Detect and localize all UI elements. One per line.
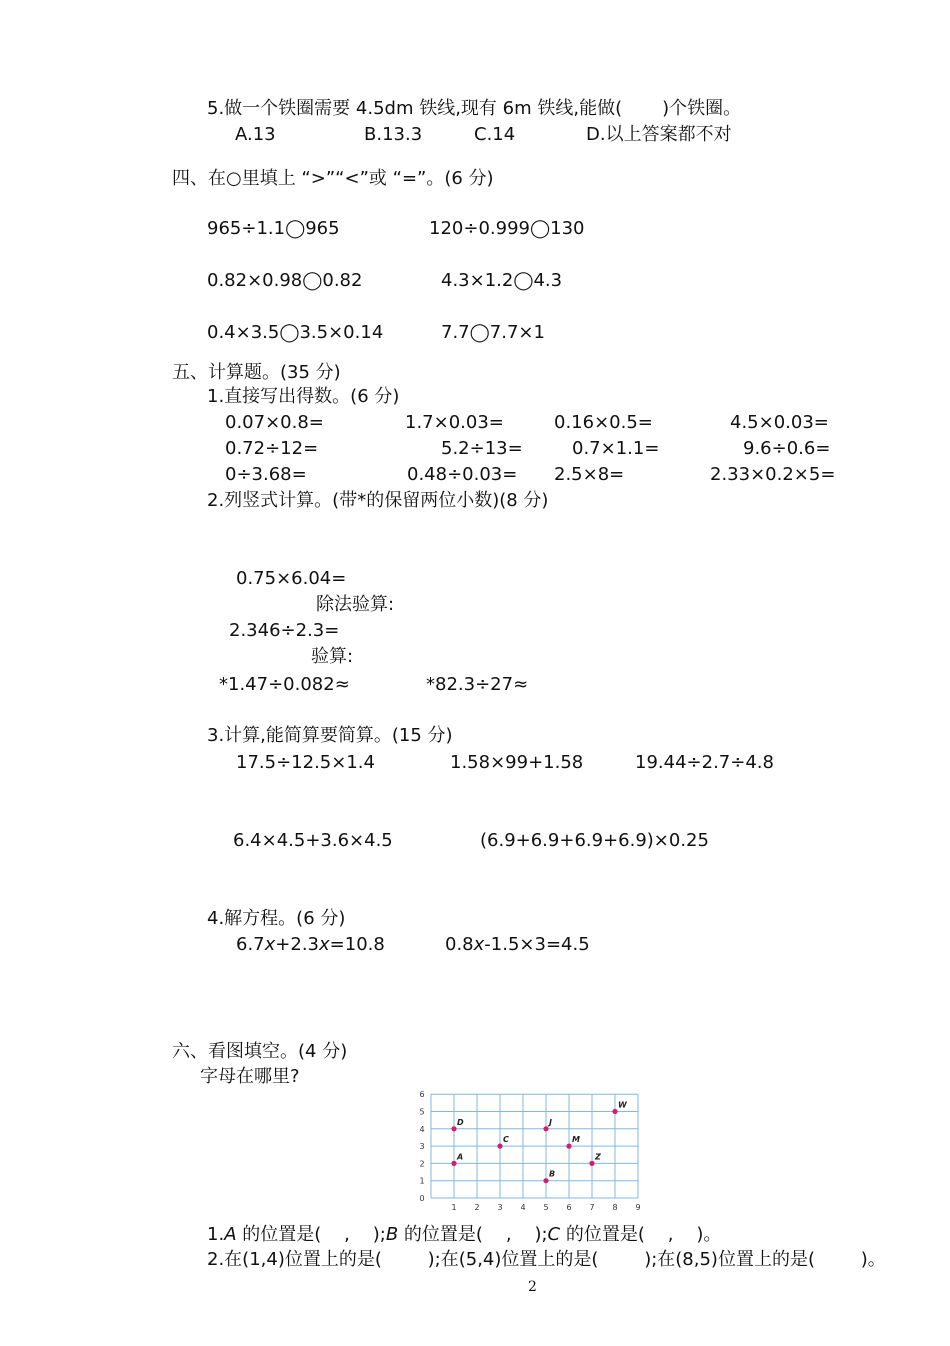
grid-point-b <box>543 1178 548 1183</box>
section-6-subtitle: 字母在哪里? <box>200 1066 300 1087</box>
part-2-title: 2.列竖式计算。(带*的保留两位小数)(8 分) <box>207 490 549 511</box>
simplify-item: 6.4×4.5+3.6×4.5 <box>233 830 393 851</box>
x-tick-label: 7 <box>589 1203 595 1212</box>
q5-option-d: D.以上答案都不对 <box>586 124 732 145</box>
direct-calc-item: 0.07×0.8= <box>225 412 324 433</box>
y-tick-label: 2 <box>419 1159 425 1169</box>
simplify-item: 17.5÷12.5×1.4 <box>236 752 375 773</box>
vertical-calc-item: 0.75×6.04= <box>236 568 347 589</box>
x-tick-label: 3 <box>497 1203 503 1212</box>
compare-item: 965÷1.1◯965 <box>207 218 340 239</box>
grid-point-j <box>543 1126 548 1131</box>
section-5-title: 五、计算题。(35 分) <box>172 362 341 383</box>
vertical-calc-item: *82.3÷27≈ <box>426 674 529 695</box>
part-3-title: 3.计算,能简算要简算。(15 分) <box>207 725 453 746</box>
q5-option-a: A.13 <box>235 124 276 145</box>
grid-point-label: D <box>457 1117 464 1127</box>
direct-calc-item: 0.72÷12= <box>225 438 319 459</box>
compare-item: 4.3×1.2◯4.3 <box>441 270 563 291</box>
grid-point-c <box>497 1144 502 1149</box>
simplify-item: 19.44÷2.7÷4.8 <box>635 752 774 773</box>
grid-point-w <box>612 1109 617 1114</box>
coordinate-grid <box>414 1088 644 1212</box>
grid-point-label: A <box>457 1152 464 1162</box>
grid-point-label: J <box>549 1117 552 1127</box>
s6-question-1: 1.A 的位置是( , );B 的位置是( , );C 的位置是( , )。 <box>207 1224 722 1245</box>
x-tick-label: 4 <box>520 1203 526 1212</box>
direct-calc-item: 0.7×1.1= <box>572 438 660 459</box>
grid-lines <box>431 1094 638 1198</box>
grid-point-m <box>566 1144 571 1149</box>
direct-calc-item: 4.5×0.03= <box>730 412 829 433</box>
section-6-title: 六、看图填空。(4 分) <box>172 1041 348 1062</box>
x-tick-label: 2 <box>474 1203 480 1212</box>
direct-calc-item: 1.7×0.03= <box>405 412 504 433</box>
check-label: 验算: <box>311 646 354 667</box>
part-4-title: 4.解方程。(6 分) <box>207 908 346 929</box>
direct-calc-item: 9.6÷0.6= <box>743 438 831 459</box>
direct-calc-item: 5.2÷13= <box>441 438 523 459</box>
equation-2: 0.8x-1.5×3=4.5 <box>445 934 590 955</box>
grid-point-a <box>451 1161 456 1166</box>
part-1-title: 1.直接写出得数。(6 分) <box>207 386 400 407</box>
y-tick-label: 6 <box>419 1090 425 1100</box>
check-label: 除法验算: <box>316 594 395 615</box>
y-tick-label: 3 <box>419 1142 425 1152</box>
compare-item: 7.7◯7.7×1 <box>441 322 545 343</box>
x-tick-label: 8 <box>612 1203 618 1212</box>
q5-option-b: B.13.3 <box>364 124 423 145</box>
compare-item: 0.82×0.98◯0.82 <box>207 270 363 291</box>
compare-item: 120÷0.999◯130 <box>429 218 585 239</box>
equation-1: 6.7x+2.3x=10.8 <box>236 934 385 955</box>
direct-calc-item: 2.33×0.2×5= <box>710 464 836 485</box>
grid-point-label: B <box>549 1169 556 1179</box>
x-tick-label: 9 <box>635 1203 641 1212</box>
grid-point-label: W <box>618 1100 627 1110</box>
direct-calc-item: 0÷3.68= <box>225 464 307 485</box>
y-tick-label: 5 <box>419 1107 425 1117</box>
grid-points <box>451 1101 628 1184</box>
direct-calc-item: 0.48÷0.03= <box>407 464 518 485</box>
vertical-calc-item: *1.47÷0.082≈ <box>219 674 350 695</box>
direct-calc-item: 2.5×8= <box>554 464 625 485</box>
y-tick-label: 0 <box>419 1194 425 1203</box>
grid-point-z <box>589 1161 594 1166</box>
grid-ticks <box>419 1090 640 1212</box>
vertical-calc-item: 2.346÷2.3= <box>229 620 340 641</box>
y-tick-label: 4 <box>419 1124 425 1134</box>
grid-point-d <box>451 1126 456 1131</box>
q5-stem: 5.做一个铁圈需要 4.5dm 铁线,现有 6m 铁线,能做( )个铁圈。 <box>207 98 742 119</box>
section-4-title: 四、在○里填上 “>”“<”或 “=”。(6 分) <box>172 168 494 189</box>
grid-point-label: C <box>503 1135 509 1145</box>
q5-option-c: C.14 <box>474 124 516 145</box>
simplify-item: (6.9+6.9+6.9+6.9)×0.25 <box>480 830 709 851</box>
page-number: 2 <box>528 1279 537 1295</box>
y-tick-label: 1 <box>419 1176 425 1186</box>
s6-question-2: 2.在(1,4)位置上的是( );在(5,4)位置上的是( );在(8,5)位置上的是( )。 <box>207 1249 886 1270</box>
grid-point-label: M <box>572 1135 580 1145</box>
x-tick-label: 1 <box>451 1203 457 1212</box>
x-tick-label: 5 <box>543 1203 549 1212</box>
compare-item: 0.4×3.5◯3.5×0.14 <box>207 322 384 343</box>
x-tick-label: 6 <box>566 1203 572 1212</box>
grid-point-label: Z <box>595 1152 601 1162</box>
simplify-item: 1.58×99+1.58 <box>450 752 584 773</box>
direct-calc-item: 0.16×0.5= <box>554 412 653 433</box>
